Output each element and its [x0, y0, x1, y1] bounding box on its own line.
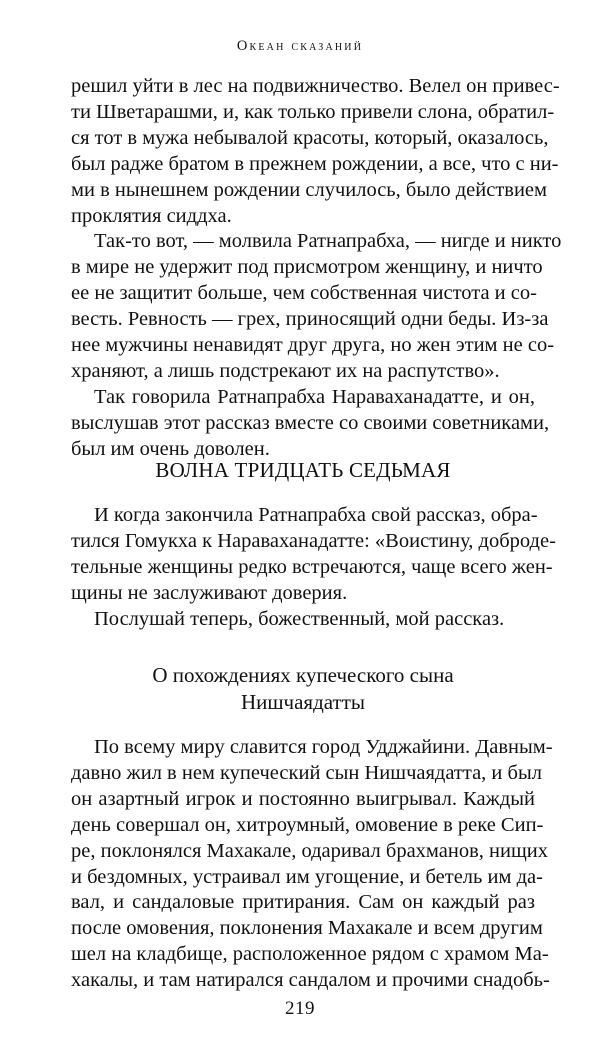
running-head: Океан сказаний: [236, 38, 364, 54]
text-line: выслушав этот рассказ вместе со своими советниками,: [71, 411, 550, 434]
text-line: Так-то вот, — молвила Ратнапрабха, — нигде и никто: [94, 230, 562, 253]
paragraph: [71, 735, 553, 994]
paragraph: [71, 385, 550, 463]
paragraph: [71, 607, 535, 633]
text-line: был им очень доволен.: [71, 437, 270, 460]
text-line: щины не заслуживают доверия.: [71, 581, 348, 604]
text-line: Послушай теперь, божественный, мой рассказ.: [94, 607, 505, 630]
text-line: ти Шветарашми, и, как только привели слона, обратил-: [71, 100, 555, 123]
text-line: весть. Ревность — грех, приносящий одни беды. Из-за: [71, 308, 549, 331]
paragraph: [71, 229, 562, 384]
page-number: 219: [285, 998, 315, 1019]
text-line: нее мужчины ненавидят друг друга, но жен этим не со-: [71, 334, 555, 357]
text-line: ее не защитит больше, чем собственная чистота и со-: [71, 282, 537, 305]
text-line: шел на кладбище, расположенное рядом с храмом Ма-: [71, 943, 549, 966]
text-line: после омовения, поклонения Махакале и всем другим: [71, 917, 543, 940]
paragraph: [71, 503, 556, 607]
text-line: давно жил в нем купеческий сын Нишчаядатта, и был: [71, 761, 542, 784]
text-line: был радже братом в прежнем рождении, а все, что с ни-: [71, 152, 559, 175]
text-line: Так говорила Ратнапрабха Нараваханадатте, и он,: [94, 385, 535, 408]
text-line: день совершал он, хитроумный, омовение в реке Сип-: [71, 813, 544, 836]
text-block-chapter-intro: [71, 503, 556, 633]
story-heading: [71, 662, 535, 716]
text-line: решил уйти в лес на подвижничество. Велел он привес-: [71, 75, 560, 97]
text-block-story: [71, 735, 553, 994]
text-line: в мире не удержит под присмотром женщину, и ничто: [71, 256, 543, 279]
text-line: тился Гомукха к Нараваханадатте: «Воистину, доброде-: [71, 529, 556, 552]
chapter-heading: ВОЛНА ТРИДЦАТЬ СЕДЬМАЯ: [155, 458, 451, 482]
paragraph: [71, 74, 560, 229]
text-line: По всему миру славится город Удджайини. Давным-: [94, 736, 553, 758]
text-line: хакалы, и там натирался сандалом и прочими снадобь-: [71, 969, 550, 992]
text-line: вал, и сандаловые притирания. Сам он каждый раз: [71, 891, 535, 914]
text-line: ся тот в мужа небывалой красоты, который, оказалось,: [71, 126, 549, 149]
text-line: проклятия сиддха.: [71, 204, 232, 227]
text-line: он азартный игрок и постоянно выигрывал. Каждый: [71, 787, 535, 810]
text-block-continuation: [71, 74, 562, 463]
text-line: ре, поклонялся Махакале, одаривал брахманов, нищих: [71, 839, 548, 862]
text-line: и бездомных, устраивал им угощение, и бетель им да-: [71, 865, 543, 888]
story-heading-line: Нишчаядатты: [240, 690, 366, 714]
text-line: храняют, а лишь подстрекают их на распутство».: [71, 359, 500, 382]
text-line: И когда закончила Ратнапрабха свой рассказ, обра-: [94, 504, 538, 526]
story-heading-line: О похождениях купеческого сына: [152, 663, 454, 687]
text-line: ми в нынешнем рождении случилось, было действием: [71, 178, 547, 201]
text-line: тельные женщины редко встречаются, чаще всего жен-: [71, 555, 553, 578]
